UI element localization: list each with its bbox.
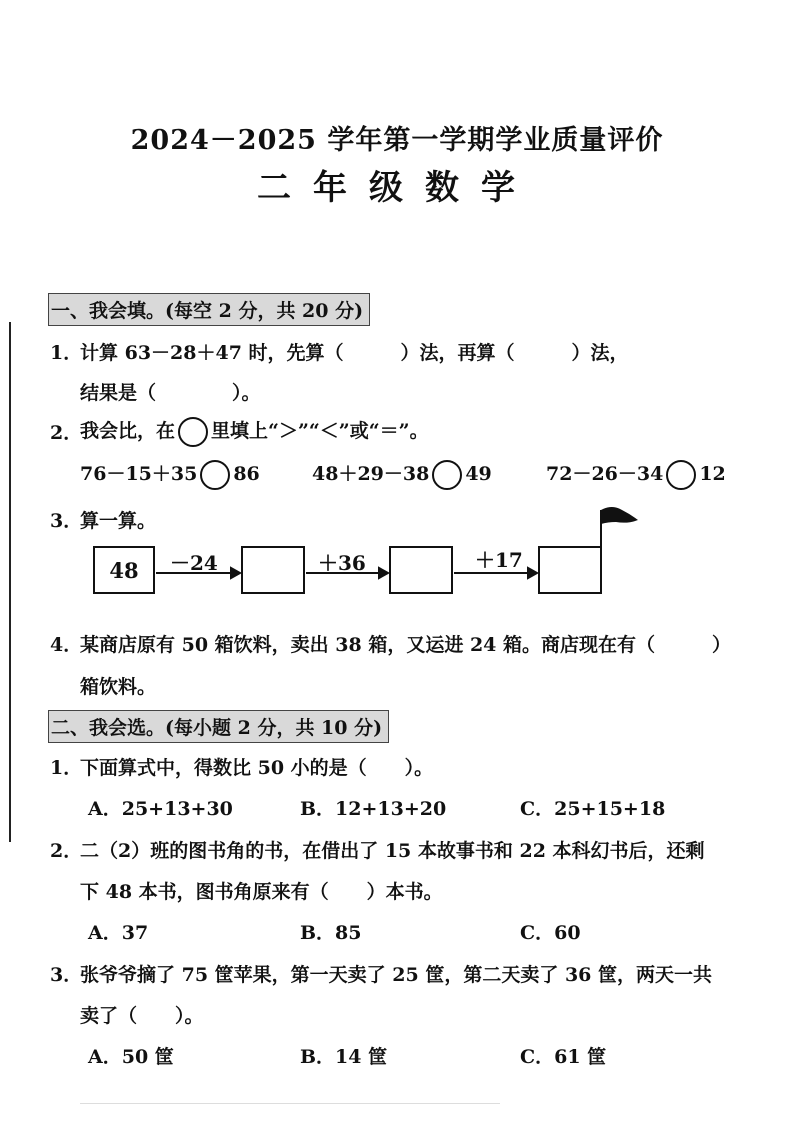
s1-q4-number: 4． [50,634,83,656]
compare-right: 86 [233,463,260,485]
s2-q2-line1: 二（2）班的图书角的书，在借出了 15 本故事书和 22 本科幻书后，还剩 [80,840,705,862]
arrow-1-head [231,568,240,578]
s2-q1-option-b[interactable]: B．12+13+20 [300,798,447,820]
arrow-3-head [528,568,537,578]
compare-right: 49 [465,463,492,485]
s2-q1-option-c[interactable]: C．25+15+18 [520,798,666,820]
s2-q3-option-a[interactable]: A．50 筐 [88,1046,174,1068]
s1-q1-number: 1． [50,342,83,364]
s2-q1-option-a[interactable]: A．25+13+30 [88,798,233,820]
s1-q3-prompt: 算一算。 [80,510,157,532]
s1-q2-prompt-b: 里填上“＞”“＜”或“＝”。 [211,420,429,442]
s1-q4-line2: 箱饮料。 [80,676,157,698]
compare-circle[interactable] [432,460,462,490]
s1-q2-number: 2． [50,422,83,444]
compare-right: 12 [699,463,726,485]
s2-q3-line2: 卖了（ ）。 [80,1005,204,1027]
s2-q3-option-c[interactable]: C．61 筐 [520,1046,607,1068]
op-label-3: ＋17 [475,548,523,572]
s2-q3-line1: 张爷爷摘了 75 筐苹果，第一天卖了 25 筐，第二天卖了 36 筐，两天一共 [80,964,713,986]
start-box: 48 [93,546,155,594]
op-label-2: ＋36 [318,551,366,575]
circle-icon [178,417,208,447]
footer-divider [80,1103,500,1104]
flag-icon [601,507,638,548]
s2-q2-line2: 下 48 本书，图书角原来有（ ）本书。 [80,881,443,903]
op-label-1: －24 [170,551,218,575]
compare-left: 48＋29－38 [312,463,430,485]
s2-q2-option-c[interactable]: C．60 [520,922,581,944]
s1-q4-line1: 某商店原有 50 箱饮料，卖出 38 箱，又运进 24 箱。商店现在有（ ） [80,634,732,656]
section2-heading: 二、我会选。(每小题 2 分，共 10 分) [48,710,389,743]
s1-q1-line2: 结果是（ ）。 [80,382,261,404]
s2-q2-option-b[interactable]: B．85 [300,922,362,944]
compare-circle[interactable] [666,460,696,490]
compare-left: 72－26－34 [546,463,664,485]
compare-item-2 [312,459,492,490]
s2-q2-number: 2． [50,840,83,862]
s1-q2-prompt-a: 我会比，在 [80,420,176,442]
arrow-2-head [379,568,388,578]
s2-q1-text: 下面算式中，得数比 50 小的是（ ）。 [80,757,434,779]
s2-q3-option-b[interactable]: B．14 筐 [300,1046,388,1068]
s1-q1-line1: 计算 63－28＋47 时，先算（ ）法，再算（ ）法， [80,342,629,364]
exam-title: 2024－2025 学年第一学期学业质量评价 [130,125,664,156]
compare-item-3 [546,459,726,490]
s2-q2-option-a[interactable]: A．37 [88,922,149,944]
flow-arrows [0,500,794,610]
exam-subject: 二年级数学 [257,168,537,208]
compare-item-1 [80,459,260,490]
compare-left: 76－15＋35 [80,463,198,485]
section1-heading: 一、我会填。(每空 2 分，共 20 分) [48,293,370,326]
s2-q3-number: 3． [50,964,83,986]
s1-q2-prompt [80,416,429,447]
s1-q3-number: 3． [50,510,83,532]
s2-q1-number: 1． [50,757,83,779]
compare-circle[interactable] [200,460,230,490]
